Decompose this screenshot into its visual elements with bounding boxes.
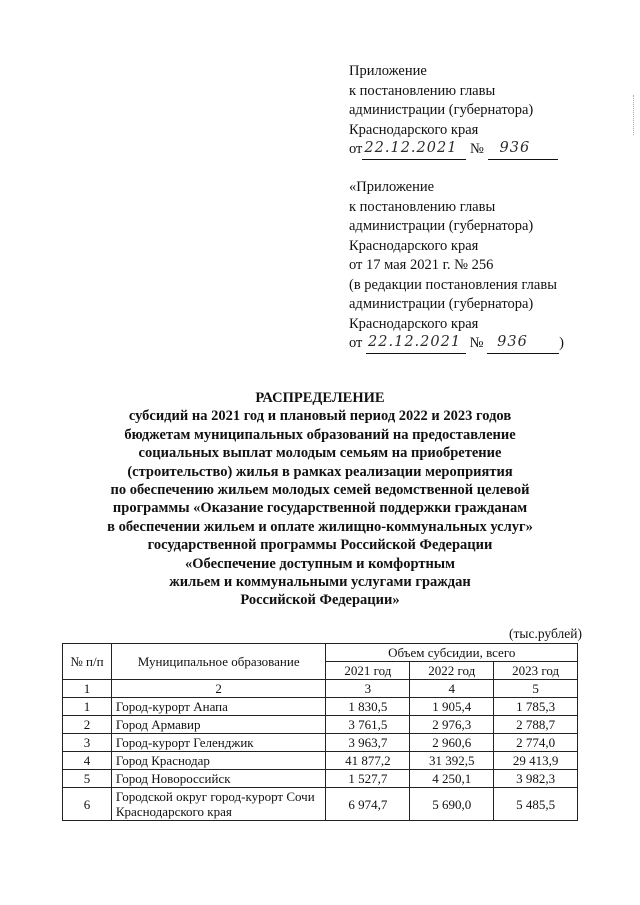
title-line: «Обеспечение доступным и комфортным <box>184 555 455 572</box>
title-line: бюджетам муниципальных образований на предоставление <box>124 426 516 443</box>
title-line: государственной программы Российской Федерации <box>147 537 493 554</box>
value-2021: 6 974,7 <box>326 788 410 821</box>
row-number: 4 <box>63 752 112 770</box>
number-label: № <box>469 335 484 351</box>
column-number: 2 <box>111 680 326 698</box>
closing-paren: ) <box>559 335 564 351</box>
table-header-row <box>63 644 578 662</box>
municipality-name: Город-курорт Анапа <box>111 698 326 716</box>
handwritten-date: 22.12.2021 <box>364 140 458 156</box>
value-2022: 4 250,1 <box>410 770 494 788</box>
number-label: № <box>470 141 484 157</box>
title-line: РАСПРЕДЕЛЕНИЕ <box>255 390 385 406</box>
appendix-line: Краснодарского края <box>349 237 479 254</box>
row-number: 6 <box>63 788 112 821</box>
units-label: (тыс.рублей) <box>509 626 582 641</box>
date-signature-line <box>362 140 466 160</box>
table-row <box>63 716 578 734</box>
appendix-date-line <box>349 140 558 160</box>
value-2021: 1 527,7 <box>326 770 410 788</box>
appendix-date-line <box>349 334 564 354</box>
title-line: в обеспечении жильем и оплате жилищно-коммунальных услуг» <box>107 518 533 535</box>
column-number: 4 <box>410 680 494 698</box>
appendix-line: Приложение <box>349 63 427 79</box>
header-year-2022: 2022 год <box>410 662 494 680</box>
title-line: (строительство) жилья в рамках реализации мероприятия <box>127 463 513 480</box>
appendix-header-2 <box>349 178 564 354</box>
column-number: 5 <box>494 680 578 698</box>
value-2023: 29 413,9 <box>494 752 578 770</box>
appendix-line: Краснодарского края <box>349 315 479 332</box>
title-line: субсидий на 2021 год и плановый период 2022 и 2023 годов <box>128 408 512 425</box>
header-year-2023: 2023 год <box>494 662 578 680</box>
title-line: программы «Оказание государственной поддержки гражданам <box>112 500 528 517</box>
appendix-line: к постановлению главы <box>349 82 496 99</box>
value-2021: 1 830,5 <box>326 698 410 716</box>
title-line: жильем и коммунальными услугами граждан <box>169 574 471 591</box>
municipality-name: Город Новороссийск <box>111 770 326 788</box>
value-2022: 1 905,4 <box>410 698 494 716</box>
document-title <box>0 389 640 610</box>
appendix-line: Краснодарского края <box>349 121 479 138</box>
value-2022: 31 392,5 <box>410 752 494 770</box>
title-line: по обеспечению жильем молодых семей ведомственной целевой <box>110 482 530 499</box>
header-total: Объем субсидии, всего <box>326 644 578 662</box>
appendix-line: к постановлению главы <box>349 198 496 215</box>
table-row <box>63 734 578 752</box>
date-signature-line <box>366 334 466 354</box>
value-2022: 2 960,6 <box>410 734 494 752</box>
value-2021: 3 761,5 <box>326 716 410 734</box>
value-2023: 1 785,3 <box>494 698 578 716</box>
handwritten-date: 22.12.2021 <box>368 334 462 350</box>
row-number: 1 <box>63 698 112 716</box>
row-number: 2 <box>63 716 112 734</box>
municipality-name: Город-курорт Геленджик <box>111 734 326 752</box>
header-municipality: Муниципальное образование <box>111 644 326 680</box>
municipality-name: Городской округ город-курорт Сочи Краснодарского края <box>111 788 326 821</box>
number-signature-line <box>487 334 559 354</box>
appendix-line: «Приложение <box>349 179 435 195</box>
date-prefix: от <box>349 141 363 157</box>
value-2022: 2 976,3 <box>410 716 494 734</box>
municipality-name: Город Армавир <box>111 716 326 734</box>
row-number: 3 <box>63 734 112 752</box>
value-2023: 2 788,7 <box>494 716 578 734</box>
handwritten-number: 936 <box>497 334 528 350</box>
appendix-line: администрации (губернатора) <box>349 218 534 234</box>
table-row <box>63 770 578 788</box>
table-column-numbers-row <box>63 680 578 698</box>
municipality-name: Город Краснодар <box>111 752 326 770</box>
number-signature-line <box>488 140 558 160</box>
column-number: 3 <box>326 680 410 698</box>
header-number: № п/п <box>63 644 112 680</box>
appendix-header-1 <box>349 62 558 160</box>
appendix-line: администрации (губернатора) <box>349 296 534 312</box>
value-2021: 41 877,2 <box>326 752 410 770</box>
value-2022: 5 690,0 <box>410 788 494 821</box>
value-2023: 5 485,5 <box>494 788 578 821</box>
subsidy-table <box>62 643 578 821</box>
appendix-line: от 17 мая 2021 г. № 256 <box>349 257 494 273</box>
table-row <box>63 788 578 821</box>
value-2023: 3 982,3 <box>494 770 578 788</box>
title-line: социальных выплат молодым семьям на приобретение <box>138 445 502 462</box>
table-row <box>63 752 578 770</box>
header-year-2021: 2021 год <box>326 662 410 680</box>
table-row <box>63 698 578 716</box>
value-2023: 2 774,0 <box>494 734 578 752</box>
title-line: Российской Федерации» <box>240 592 400 609</box>
value-2021: 3 963,7 <box>326 734 410 752</box>
appendix-line: (в редакции постановления главы <box>349 276 557 293</box>
handwritten-number: 936 <box>499 140 531 156</box>
row-number: 5 <box>63 770 112 788</box>
appendix-line: администрации (губернатора) <box>349 102 534 118</box>
date-prefix: от <box>349 335 363 351</box>
column-number: 1 <box>63 680 112 698</box>
scan-edge-mark <box>633 95 636 135</box>
